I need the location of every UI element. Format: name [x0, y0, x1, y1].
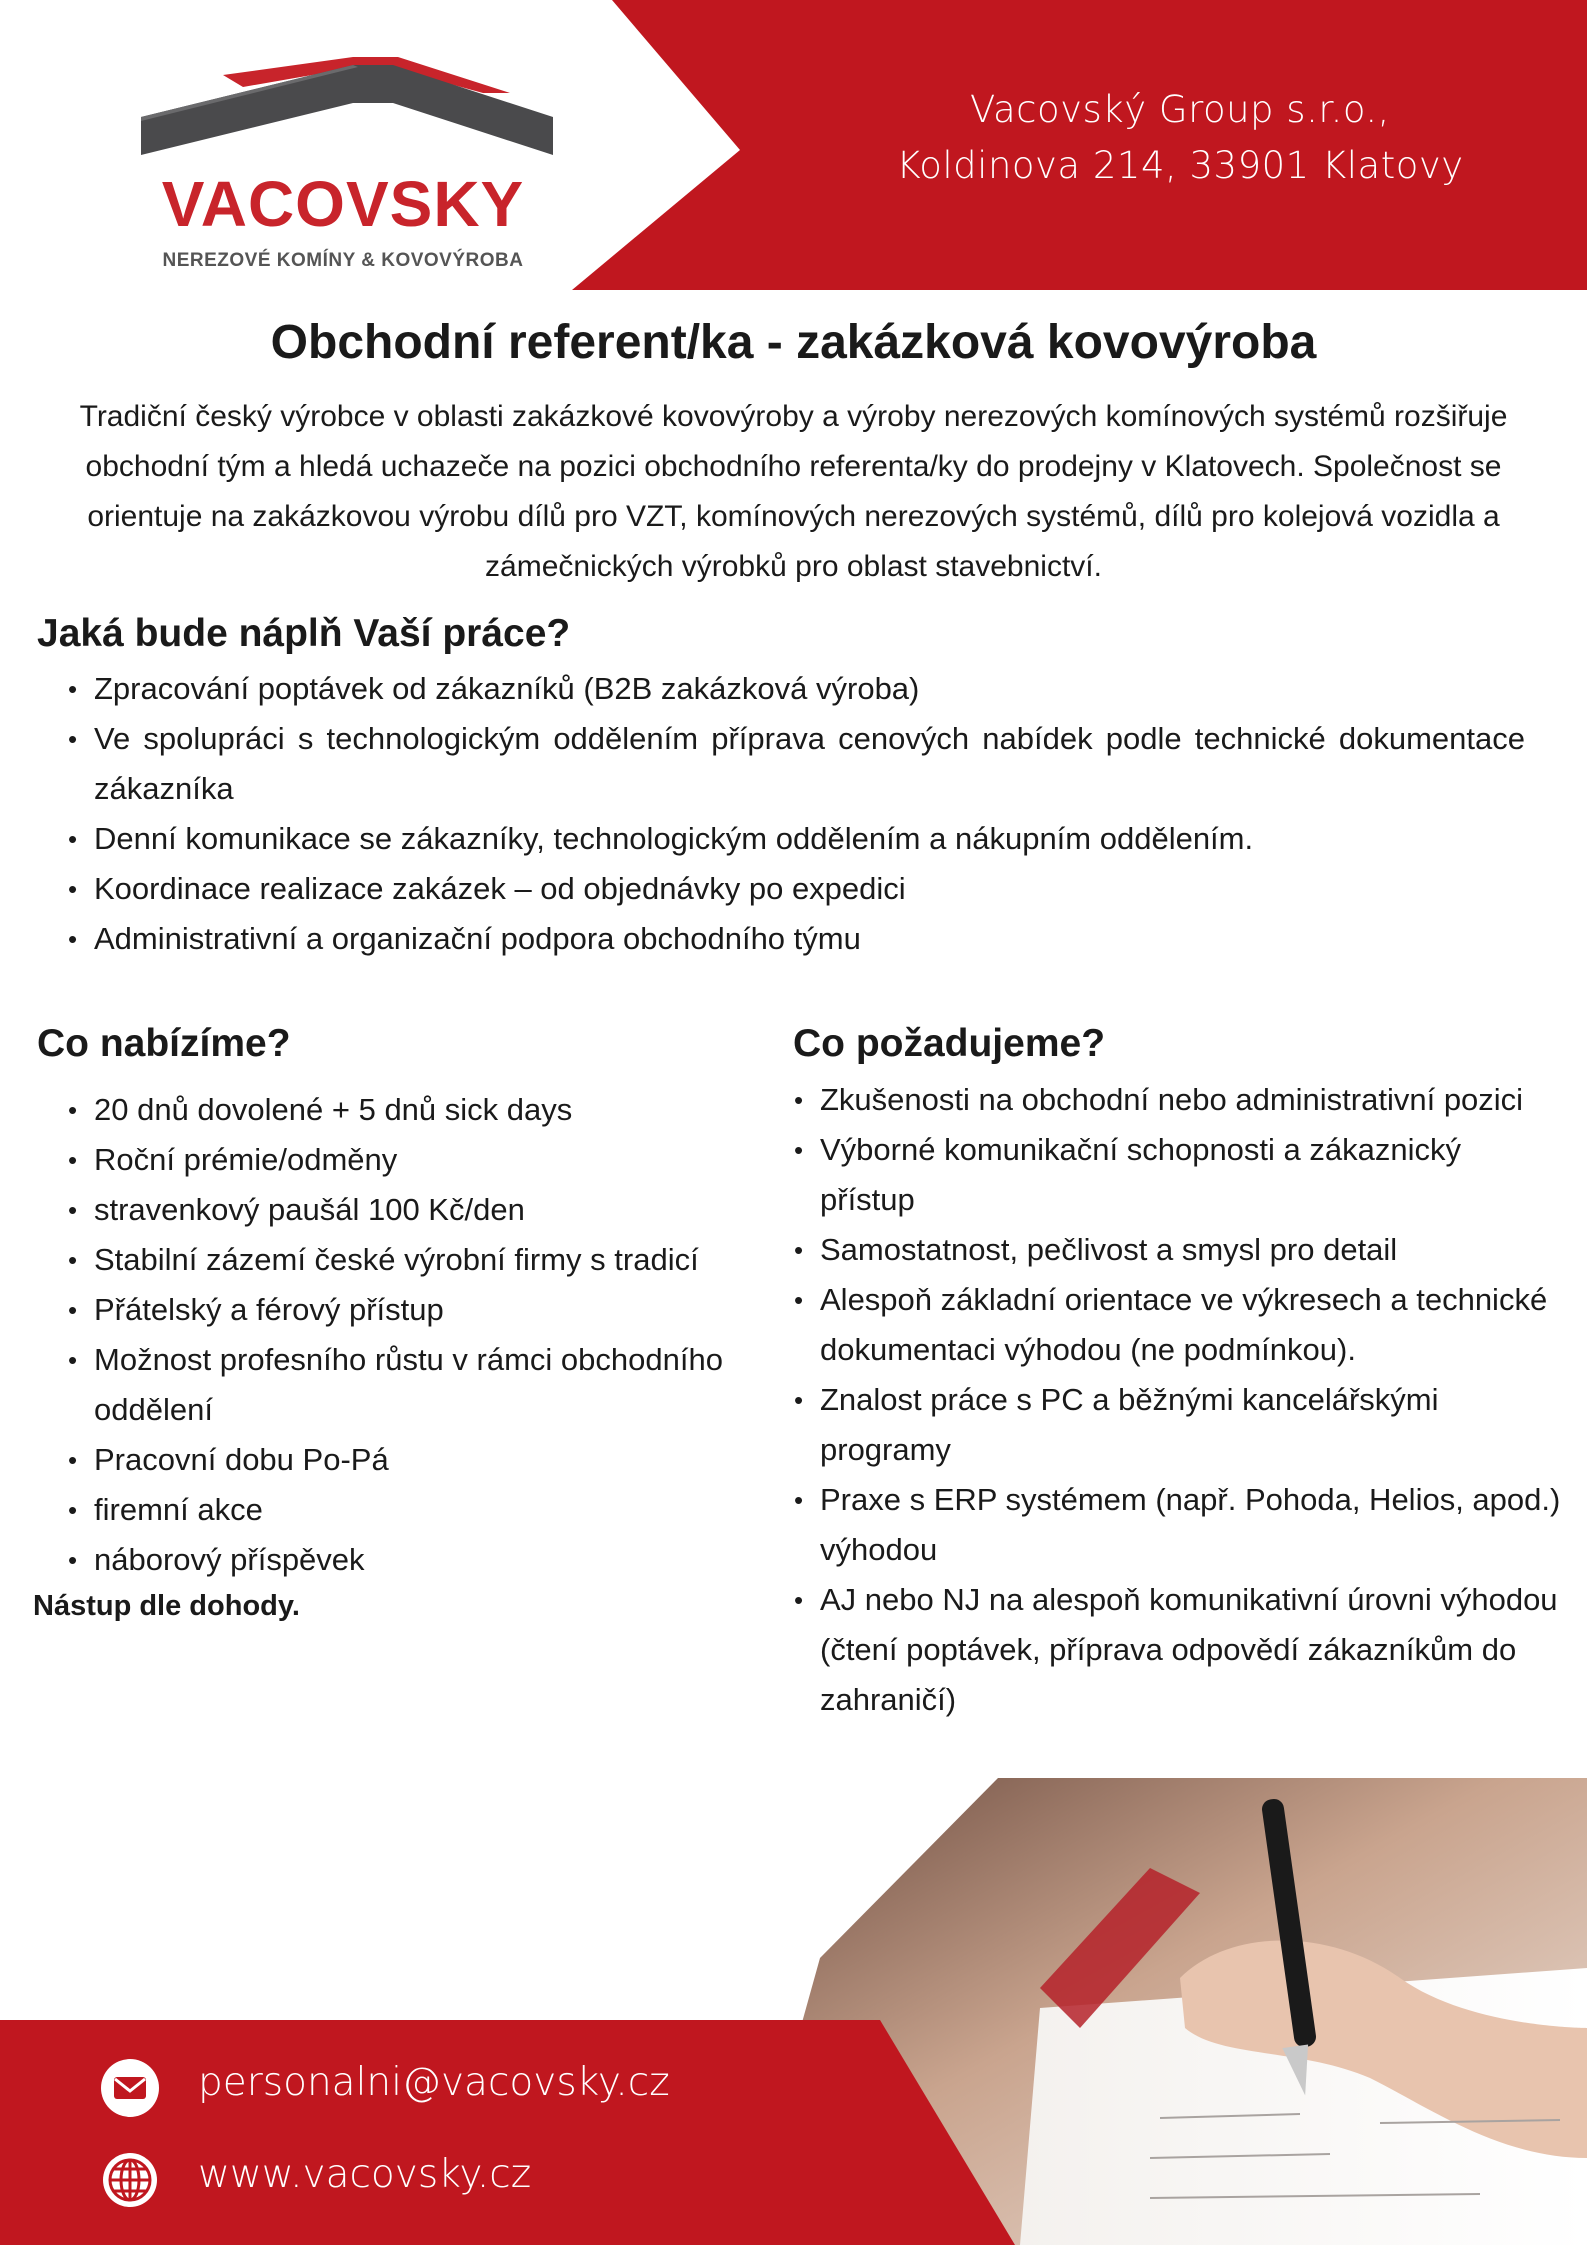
envelope-icon	[100, 2058, 160, 2118]
list-item: • stravenkový paušál 100 Kč/den	[37, 1185, 777, 1235]
list-item: • Alespoň základní orientace ve výkresech a technické dokumentaci výhodou (ne podmínkou).	[763, 1275, 1563, 1375]
list-item: • Denní komunikace se zákazníky, technologickým oddělením a nákupním oddělením.	[37, 814, 1525, 864]
list-item: • Ve spolupráci s technologickým oddělením příprava cenových nabídek podle technické dokumentace zákazníka	[37, 714, 1525, 814]
company-street: Koldinova 214, 33901 Klatovy	[896, 143, 1464, 187]
list-item: • Zkušenosti na obchodní nebo administrativní pozici	[763, 1075, 1563, 1125]
company-logo	[138, 55, 558, 285]
list-item: • Administrativní a organizační podpora obchodního týmu	[37, 914, 1525, 964]
list-item: • Výborné komunikační schopnosti a zákaznický přístup	[763, 1125, 1563, 1225]
company-name: Vacovský Group s.r.o.,	[970, 88, 1390, 131]
duties-heading: Jaká bude náplň Vaší práce?	[37, 612, 571, 655]
intro-paragraph: Tradiční český výrobce v oblasti zakázkové kovovýroby a výroby nerezových komínových systémů rozšiřuje obchodní tým a hledá uchazeče na pozici obchodního referenta/ky do prodejny v Klatovech. Společnost se orientuje na zakázkovou výrobu dílů pro VZT, komínových nerezových systémů, dílů pro kolejová vozidla a zámečnických výrobků pro oblast stavebnictví.	[79, 400, 1508, 583]
list-item: • Znalost práce s PC a běžnými kancelářskými programy	[763, 1375, 1563, 1475]
contact-email[interactable]: personalni@vacovsky.cz	[198, 2060, 670, 2105]
requirements-heading: Co požadujeme?	[793, 1022, 1106, 1065]
logo-wordmark: VACOVSKY	[161, 168, 525, 240]
contact-website[interactable]: www.vacovsky.cz	[198, 2152, 532, 2197]
list-item: • Koordinace realizace zakázek – od objednávky po expedici	[37, 864, 1525, 914]
duties-list	[37, 664, 1525, 964]
job-title: Obchodní referent/ka - zakázková kovovýroba	[270, 316, 1317, 369]
list-item: • Samostatnost, pečlivost a smysl pro detail	[763, 1225, 1563, 1275]
list-item: • Pracovní dobu Po-Pá	[37, 1435, 777, 1485]
company-address	[860, 82, 1500, 193]
requirements-list	[763, 1075, 1563, 1725]
list-item: • Stabilní zázemí české výrobní firmy s tradicí	[37, 1235, 777, 1285]
logo-tagline: NEREZOVÉ KOMÍNY & KOVOVÝROBA	[162, 250, 524, 271]
list-item: • AJ nebo NJ na alespoň komunikativní úrovni výhodou (čtení poptávek, příprava odpovědí zákazníkům do zahraničí)	[763, 1575, 1563, 1725]
list-item: • 20 dnů dovolené + 5 dnů sick days	[37, 1085, 777, 1135]
list-item: • náborový příspěvek	[37, 1535, 777, 1585]
start-date-note: Nástup dle dohody.	[33, 1590, 300, 1622]
roof-icon	[138, 55, 558, 165]
globe-icon	[100, 2150, 160, 2210]
list-item: • Praxe s ERP systémem (např. Pohoda, Helios, apod.) výhodou	[763, 1475, 1563, 1575]
offer-heading: Co nabízíme?	[37, 1022, 291, 1065]
list-item: • Zpracování poptávek od zákazníků (B2B zakázková výroba)	[37, 664, 1525, 714]
offer-list	[37, 1085, 777, 1585]
list-item: • firemní akce	[37, 1485, 777, 1535]
list-item: • Přátelský a férový přístup	[37, 1285, 777, 1335]
list-item: • Možnost profesního růstu v rámci obchodního oddělení	[37, 1335, 777, 1435]
list-item: • Roční prémie/odměny	[37, 1135, 777, 1185]
